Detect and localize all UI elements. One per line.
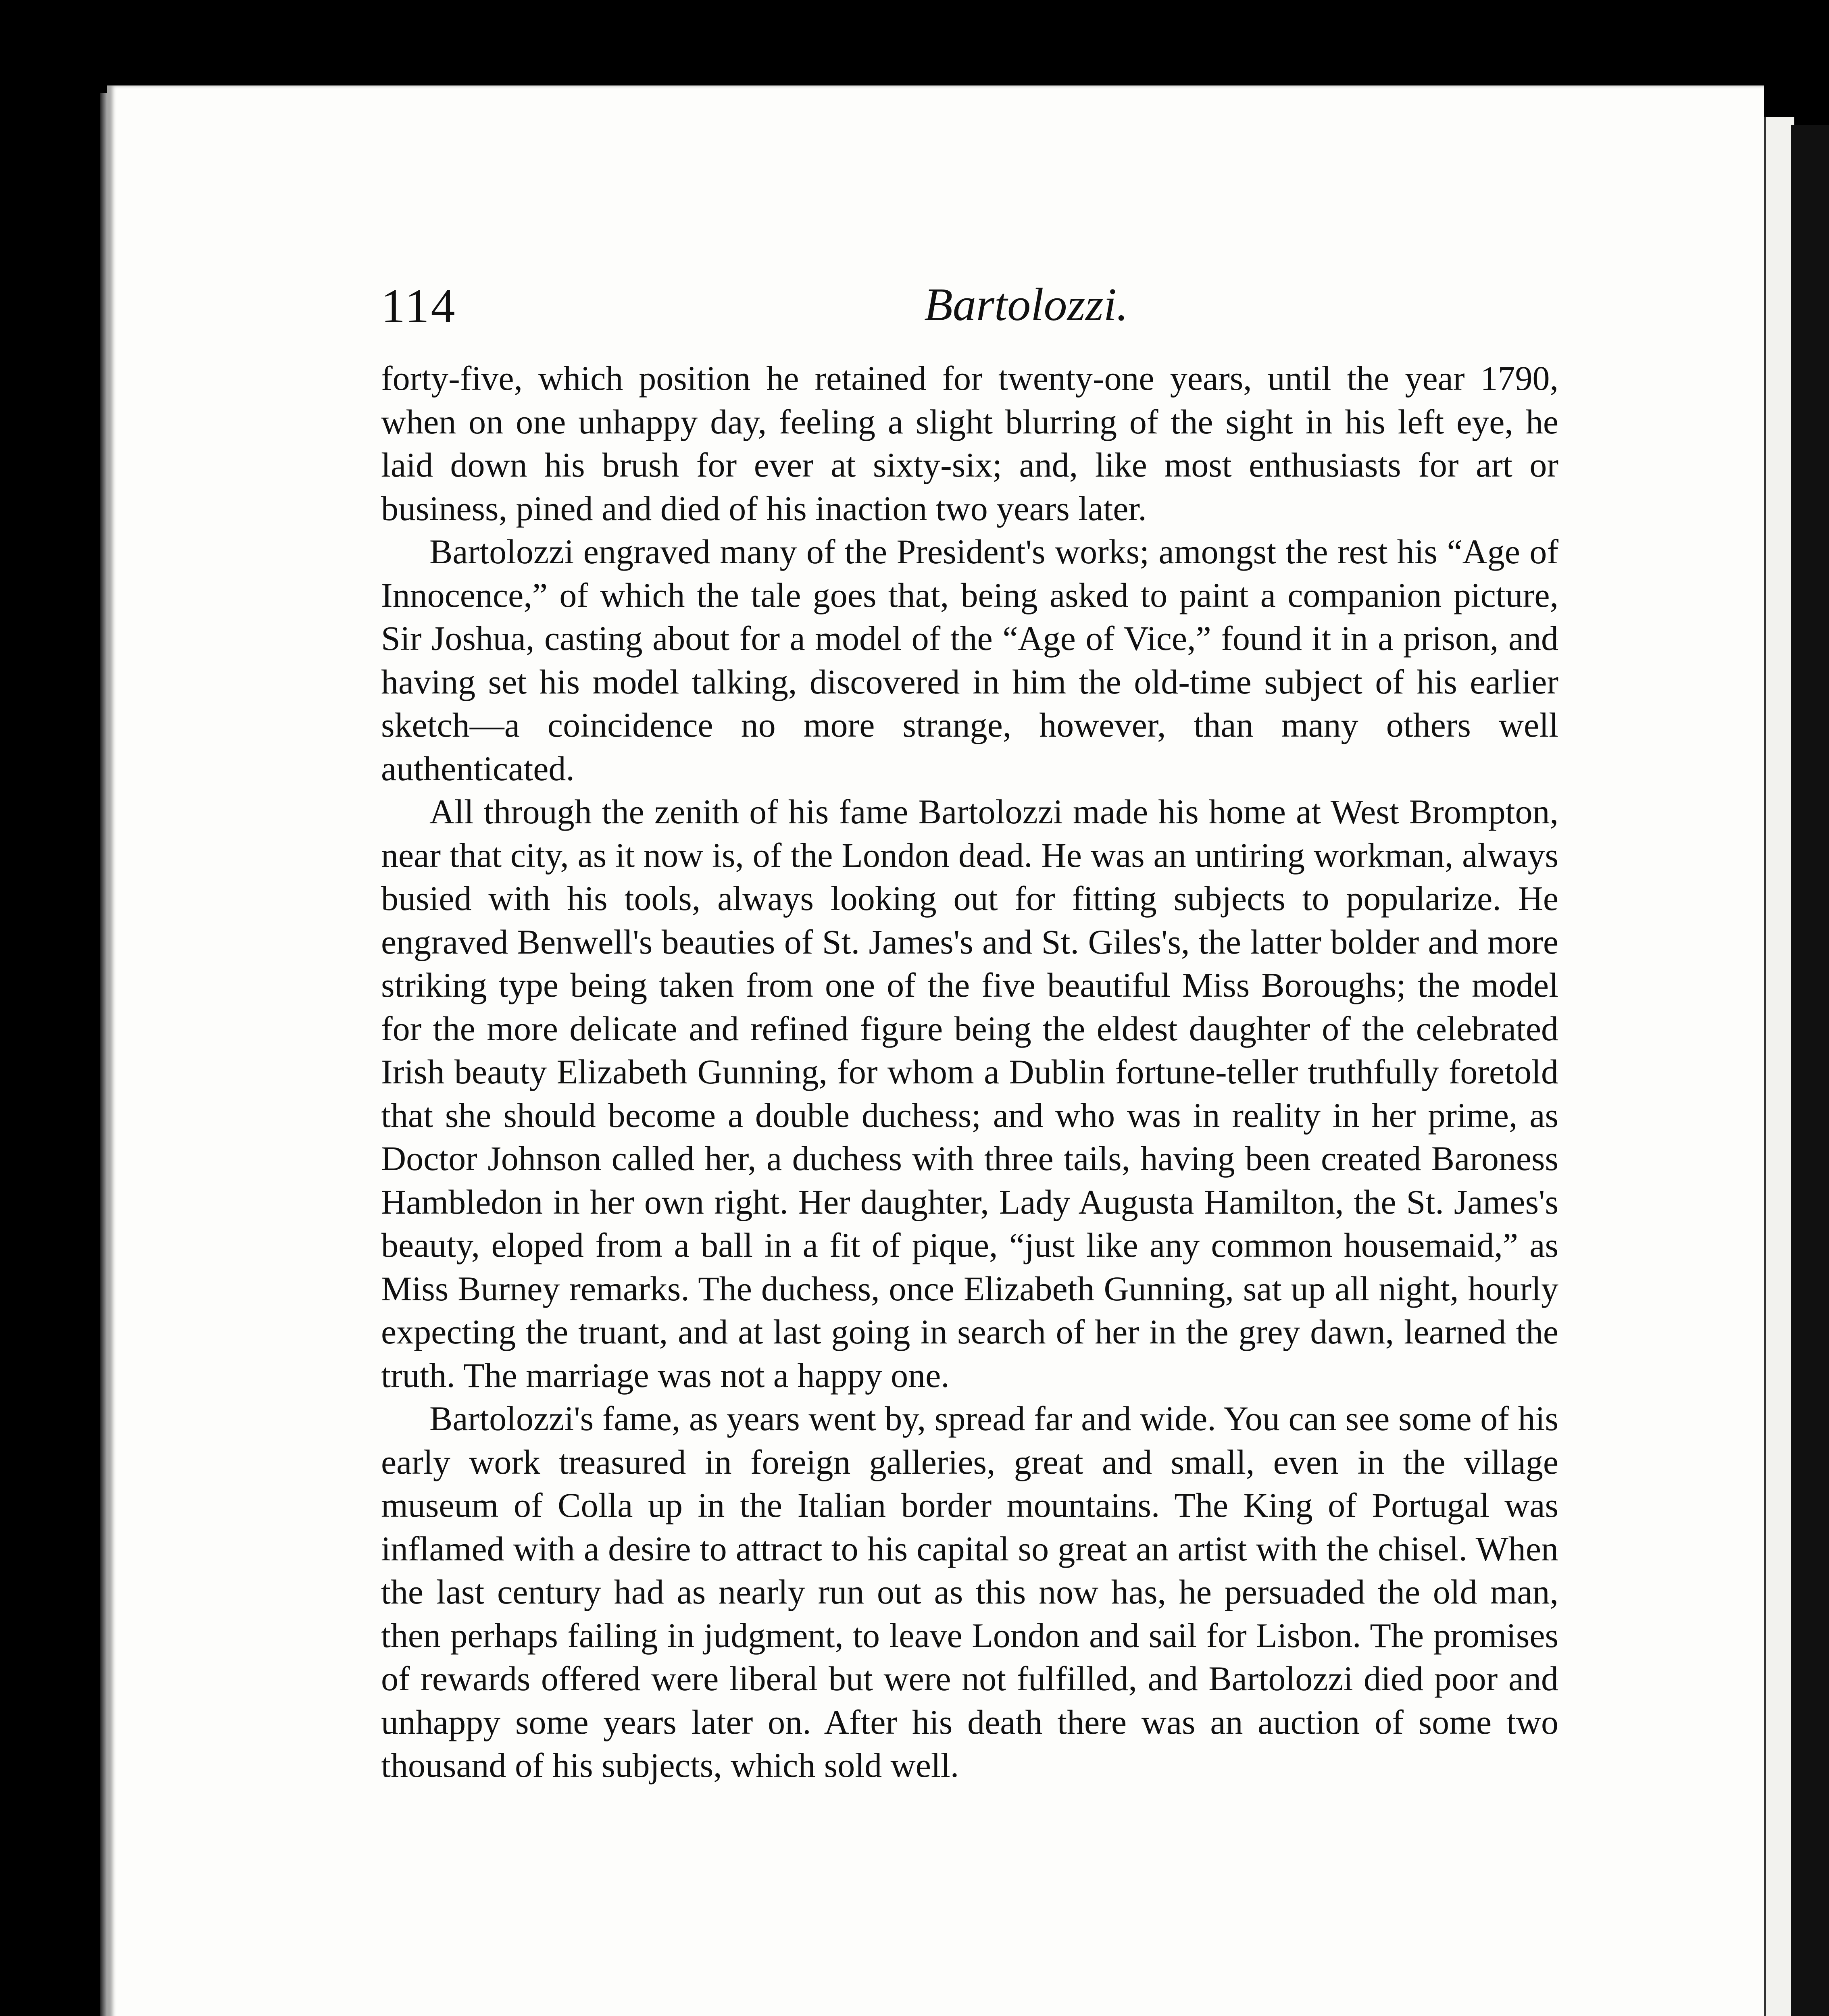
paragraph-1: forty-five, which position he retained for twenty-one years, until the year 1790, when on one unhappy day, feeling a slight blurring of the sight in his left eye, he laid down his brush for ever at sixty-six; and, like most enthusiasts for art or business, pined and died of his inaction two years later. [381,359,1558,528]
paragraph-3: All through the zenith of his fame Bartolozzi made his home at West Brompton, near that city, as it now is, of the London dead. He was an untiring workman, always busied with his tools, always looking out for fitting subjects to popularize. He engraved Benwell's beauties of St. James's and St. Giles's, the latter bolder and more striking type being taken from one of the five beautiful Miss Boroughs; the model for the more delicate and refined figure being the eldest daughter of the celebrated Irish beauty Elizabeth Gunning, for whom a Dublin fortune-teller truthfully foretold that she should become a double duchess; and who was in reality in her prime, as Doctor Johnson called her, a duchess with three tails, having been created Baroness Hambledon in her own right. Her daughter, Lady Augusta Hamilton, the St. James's beauty, eloped from a ball in a fit of pique, “just like any common housemaid,” as Miss Burney remarks. The duchess, once Elizabeth Gunning, sat up all night, hourly expecting the truant, and at last going in search of her in the grey dawn, learned the truth. The marriage was not a happy one. [381,792,1558,1395]
running-title: Bartolozzi. [924,279,1128,331]
facing-page-edge [1763,117,1794,2016]
book-gutter-shadow [1791,125,1829,2016]
paragraph-2: Bartolozzi engraved many of the President's works; amongst the rest his “Age of Innocence,” of which the tale goes that, being asked to paint a companion picture, Sir Joshua, casting about for a model of the “Age of Vice,” found it in a prison, and having set his model talking, discovered in him the old-time subject of his earlier sketch—a coincidence no more strange, however, than many others well authenticated. [381,532,1558,788]
page-header [381,278,1558,343]
page-number: 114 [381,279,457,333]
paragraph-4: Bartolozzi's fame, as years went by, spread far and wide. You can see some of his early work treasured in foreign galleries, great and small, even in the village museum of Colla up in the Italian border mountains. The King of Portugal was inflamed with a desire to attract to his capital so great an artist with the chisel. When the last century had as nearly run out as this now has, he persuaded the old man, then perhaps failing in judgment, to leave London and sail for Lisbon. The promises of rewards offered were liberal but were not fulfilled, and Bartolozzi died poor and unhappy some years later on. After his death there was an auction of some two thousand of his subjects, which sold well. [381,1399,1558,1785]
article-body [381,357,1558,1787]
